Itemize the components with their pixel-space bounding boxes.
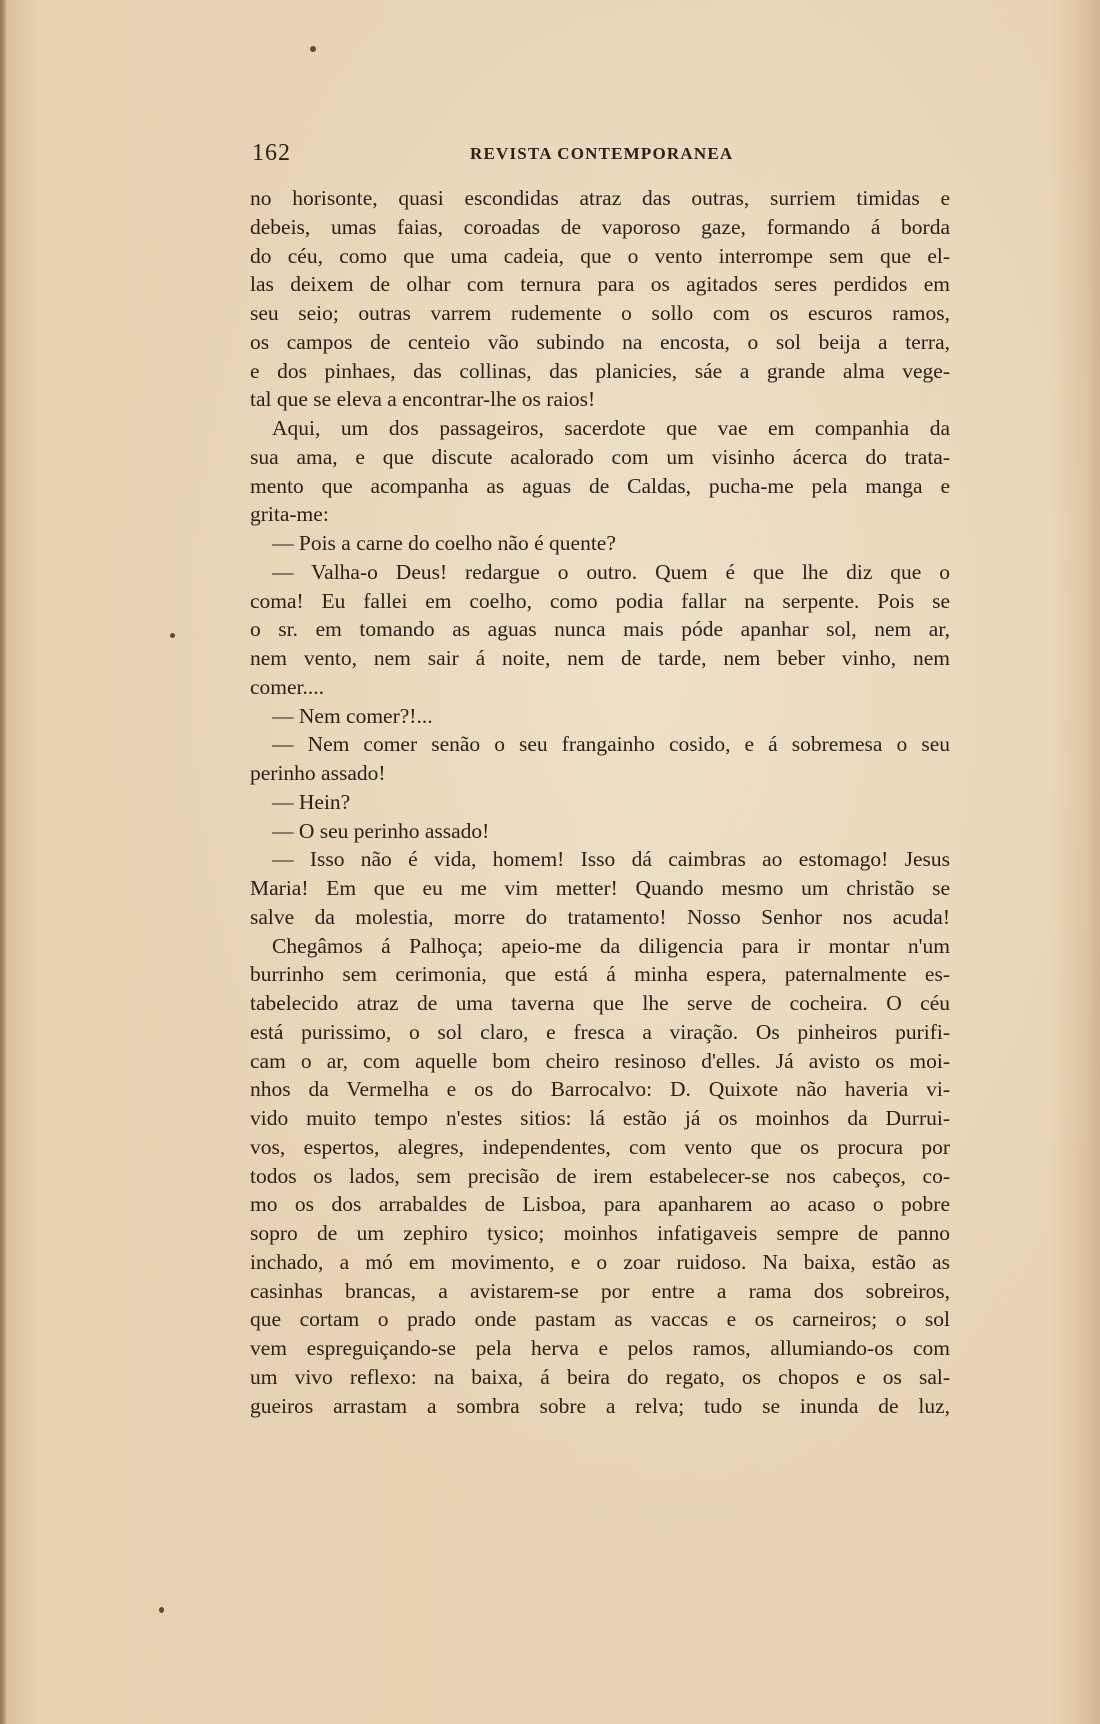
text-line: — Isso não é vida, homem! Isso dá caimbras ao estomago! Jesus bbox=[272, 847, 950, 872]
text-line: tabelecido atraz de uma taverna que lhe serve de cocheira. O céu bbox=[250, 991, 950, 1015]
text-line: — Nem comer senão o seu frangainho cosido, e á sobremesa o seu bbox=[272, 732, 950, 757]
text-line: — Valha-o Deus! redargue o outro. Quem é que lhe diz que o bbox=[272, 559, 950, 584]
text-line: grita-me: bbox=[250, 502, 329, 527]
text-line: coma! Eu fallei em coelho, como podia fallar na serpente. Pois se bbox=[250, 588, 950, 613]
running-head bbox=[252, 140, 952, 168]
paper-speck bbox=[310, 46, 316, 52]
text-line: que cortam o prado onde pastam as vaccas e os carneiros; o sol bbox=[250, 1307, 950, 1332]
text-line: — Nem comer?!... bbox=[272, 703, 433, 728]
text-line: o sr. em tomando as aguas nunca mais póde apanhar sol, nem ar, bbox=[250, 617, 950, 642]
text-line: — Hein? bbox=[272, 789, 351, 814]
text-line: mo os dos arrabaldes de Lisboa, para apanharem ao acaso o pobre bbox=[250, 1192, 950, 1217]
text-line: — Pois a carne do coelho não é quente? bbox=[272, 531, 616, 555]
text-line: perinho assado! bbox=[250, 761, 386, 785]
text-line: os campos de centeio vão subindo na encosta, o sol beija a terra, bbox=[250, 329, 950, 354]
text-line: — O seu perinho assado! bbox=[272, 818, 490, 843]
text-line: gueiros arrastam a sombra sobre a relva; tudo se inunda de luz, bbox=[250, 1393, 950, 1418]
text-line: nhos da Vermelha e os do Barrocalvo: D. Quixote não haveria vi- bbox=[250, 1077, 950, 1102]
text-line: está purissimo, o sol claro, e fresca a viração. Os pinheiros purifi- bbox=[250, 1019, 950, 1044]
text-line: inchado, a mó em movimento, e o zoar ruidoso. Na baixa, estão as bbox=[250, 1249, 950, 1274]
page-binding-edge bbox=[0, 0, 6, 1724]
paper-speck bbox=[159, 1607, 164, 1613]
text-line: casinhas brancas, a avistarem-se por entre a rama dos sobreiros, bbox=[250, 1278, 950, 1303]
text-line: todos os lados, sem precisão de irem estabelecer-se nos cabeços, co- bbox=[250, 1163, 950, 1188]
text-line: seu seio; outras varrem rudemente o sollo com os escuros ramos, bbox=[250, 301, 950, 325]
text-line: debeis, umas faias, coroadas de vaporoso gaze, formando á borda bbox=[250, 214, 950, 239]
body-text bbox=[250, 184, 950, 1420]
text-line: tal que se eleva a encontrar-lhe os raios! bbox=[250, 387, 596, 412]
text-line: Chegâmos á Palhoça; apeio-me da diligencia para ir montar n'um bbox=[272, 933, 950, 958]
page-number: 162 bbox=[252, 140, 291, 166]
text-line: do céu, como que uma cadeia, que o vento interrompe sem que el- bbox=[250, 243, 950, 268]
text-line: vido muito tempo n'estes sitios: lá estão já os moinhos da Durrui- bbox=[250, 1106, 950, 1130]
text-line: salve da molestia, morre do tratamento! Nosso Senhor nos acuda! bbox=[250, 904, 950, 929]
text-line: e dos pinhaes, das collinas, das planicies, sáe a grande alma vege- bbox=[250, 358, 950, 383]
text-line: comer.... bbox=[250, 674, 325, 699]
text-line: Aqui, um dos passageiros, sacerdote que vae em companhia da bbox=[272, 416, 950, 440]
text-line: vem espreguiçando-se pela herva e pelos ramos, allumiando-os com bbox=[250, 1336, 950, 1360]
paper-speck bbox=[170, 633, 175, 638]
text-line: las deixem de olhar com ternura para os agitados seres perdidos em bbox=[250, 272, 950, 297]
text-line: mento que acompanha as aguas de Caldas, pucha-me pela manga e bbox=[250, 473, 950, 498]
text-line: cam o ar, com aquelle bom cheiro resinoso d'elles. Já avisto os moi- bbox=[250, 1048, 950, 1073]
journal-title: REVISTA CONTEMPORANEA bbox=[470, 144, 734, 163]
text-line: no horisonte, quasi escondidas atraz das outras, surriem timidas e bbox=[250, 186, 950, 210]
text-line: nem vento, nem sair á noite, nem de tarde, nem beber vinho, nem bbox=[250, 646, 950, 670]
text-line: Maria! Em que eu me vim metter! Quando mesmo um christão se bbox=[250, 876, 950, 900]
text-line: burrinho sem cerimonia, que está á minha espera, paternalmente es- bbox=[250, 962, 950, 987]
text-line: um vivo reflexo: na baixa, á beira do regato, os chopos e os sal- bbox=[250, 1364, 950, 1389]
text-line: sua ama, e que discute acalorado com um visinho ácerca do trata- bbox=[250, 444, 950, 469]
text-line: vos, espertos, alegres, independentes, com vento que os procura por bbox=[250, 1134, 950, 1159]
text-line: sopro de um zephiro tysico; moinhos infatigaveis sempre de panno bbox=[250, 1221, 950, 1245]
